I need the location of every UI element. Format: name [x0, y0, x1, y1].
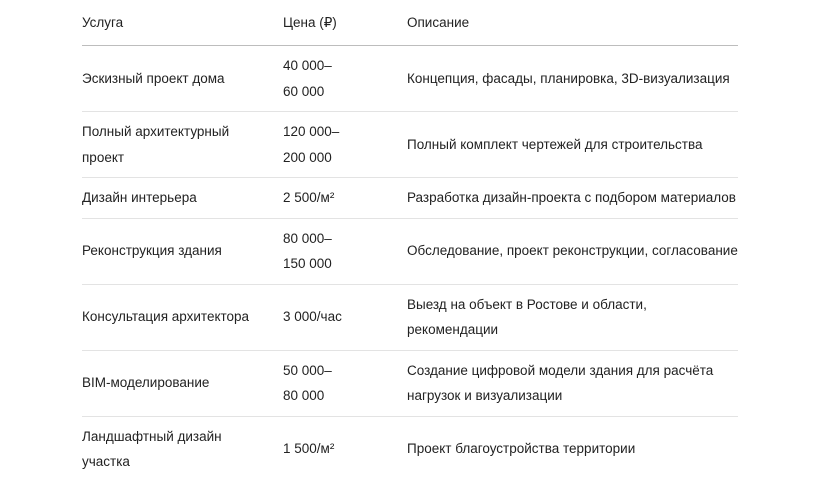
table-row [82, 218, 738, 284]
price-cell [283, 416, 407, 482]
description-cell [407, 112, 738, 178]
table-row [82, 46, 738, 112]
price-cell-line: 60 000 [283, 83, 325, 99]
description-cell-line: Полный комплект чертежей для строительства [407, 136, 703, 152]
table-row [82, 284, 738, 350]
description-cell-line: рекомендации [407, 322, 499, 337]
table-row [82, 350, 738, 416]
description-cell-line: Обследование, проект реконструкции, согласование [407, 243, 738, 259]
service-cell-line: проект [82, 149, 125, 165]
service-cell [82, 46, 283, 112]
price-cell-line: 120 000– [283, 124, 340, 139]
service-cell [82, 416, 283, 482]
service-cell-line: Полный архитектурный [82, 124, 230, 139]
description-cell-line: нагрузок и визуализации [407, 388, 563, 403]
price-cell-line: 3 000/час [283, 309, 342, 325]
service-cell-line: Реконструкция здания [82, 243, 222, 259]
price-cell-line: 80 000– [283, 230, 332, 246]
price-cell [283, 218, 407, 284]
price-cell-line: 80 000 [283, 388, 325, 403]
service-cell-line: BIM-моделирование [82, 375, 210, 391]
price-cell [283, 46, 407, 112]
price-cell-line: 50 000– [283, 362, 332, 378]
service-cell [82, 218, 283, 284]
service-cell-line: Эскизный проект дома [82, 70, 225, 86]
price-cell [283, 112, 407, 178]
description-cell [407, 350, 738, 416]
description-cell-line: Создание цифровой модели здания для расчёта [407, 362, 714, 378]
description-cell-line: Разработка дизайн-проекта с подбором материалов [407, 190, 736, 205]
service-cell-line: участка [82, 454, 130, 469]
header-service: Услуга [82, 0, 283, 46]
description-cell [407, 46, 738, 112]
description-cell [407, 416, 738, 482]
service-cell-line: Консультация архитектора [82, 309, 250, 325]
table-body [82, 46, 738, 482]
table-header [82, 0, 738, 46]
service-cell [82, 284, 283, 350]
header-row [82, 0, 738, 46]
price-cell [283, 178, 407, 219]
price-cell-line: 40 000– [283, 58, 332, 73]
price-cell-line: 1 500/м² [283, 441, 335, 457]
price-cell-line: 200 000 [283, 149, 332, 165]
price-table [82, 0, 738, 482]
service-cell-line: Ландшафтный дизайн [82, 428, 222, 444]
description-cell [407, 178, 738, 219]
service-cell-line: Дизайн интерьера [82, 190, 197, 205]
price-cell-line: 2 500/м² [283, 190, 335, 205]
header-description: Описание [407, 0, 738, 46]
description-cell-line: Проект благоустройства территории [407, 441, 636, 457]
service-cell [82, 178, 283, 219]
table-row [82, 112, 738, 178]
price-table-container [82, 0, 738, 482]
service-cell [82, 112, 283, 178]
description-cell-line: Выезд на объект в Ростове и области, [407, 296, 647, 312]
description-cell [407, 218, 738, 284]
description-cell [407, 284, 738, 350]
table-row [82, 416, 738, 482]
price-cell-line: 150 000 [283, 256, 332, 271]
price-cell [283, 350, 407, 416]
header-price: Цена (₽) [283, 0, 407, 46]
table-row [82, 178, 738, 219]
price-cell [283, 284, 407, 350]
service-cell [82, 350, 283, 416]
description-cell-line: Концепция, фасады, планировка, 3D-визуализация [407, 70, 730, 86]
